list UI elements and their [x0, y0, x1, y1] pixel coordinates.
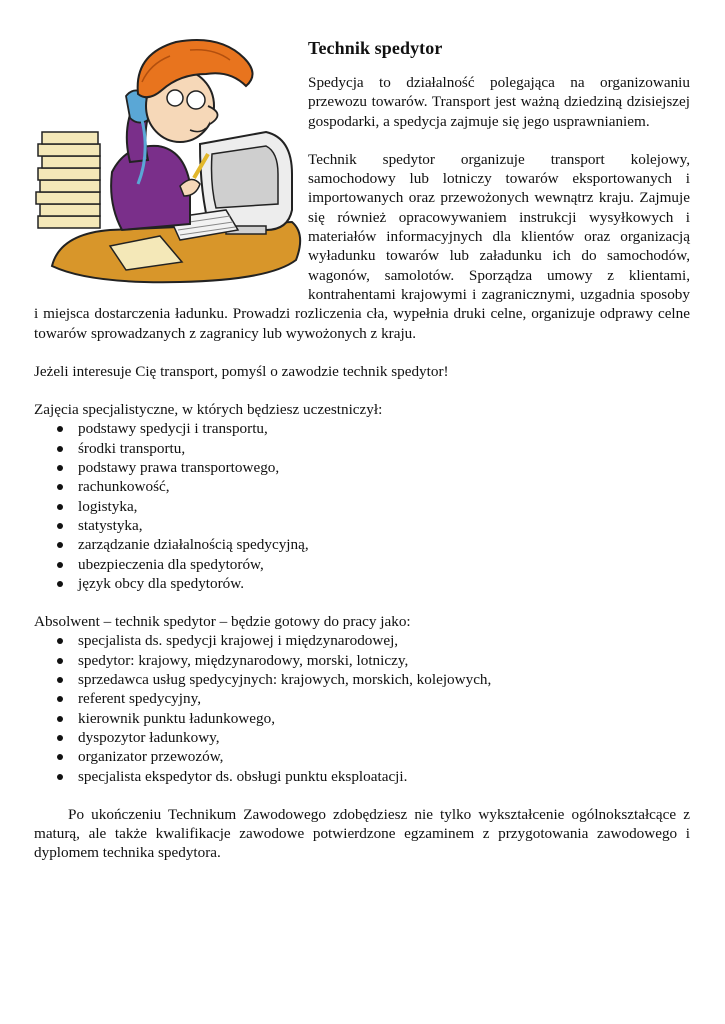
paragraph-conclusion: Po ukończeniu Technikum Zawodowego zdobędziesz nie tylko wykształcenie ogólnokształcące z maturą, ale także kwalifikacje zawodowe potwierdzone egzaminem z przygotowania zawodowego i dyplomem technika spedytora. — [34, 805, 690, 862]
list-item: środki transportu, — [34, 439, 690, 458]
jobs-list — [34, 631, 690, 785]
paragraph-definition: Spedycja to działalność polegająca na organizowaniu przewozu towarów. Transport jest ważną dziedziną dzisiejszej gospodarki, a spedycja zajmuje się jego usprawnianiem. — [308, 74, 690, 130]
paragraph-job-description: Technik spedytor organizuje transport kolejowy, samochodowy lub lotniczy towarów eksportowanych i importowanych oraz przewożonych wewnątrz kraju. Zajmuje się również opracowywaniem instrukcji wysyłkowych i materiałów informacyjnych dla klientów oraz organizacją wyładunku towarów lub załadunku ich do samochodów, wagonów, samolotów. Sporządza umowy z klientami, kontrahentami krajowymi i zagranicznymi, uzgadnia sposoby i miejsca dostarczenia ładunku. Prowadzi rozliczenia cła, wypełnia druki celne, organizuje odprawy celne towarów sprowadzanych z zagranicy lub wywożonych z kraju. — [34, 150, 690, 342]
list-item: organizator przewozów, — [34, 747, 690, 766]
list-item: specjalista ekspedytor ds. obsługi punktu eksploatacji. — [34, 767, 690, 786]
document-page — [34, 34, 690, 863]
list-item: kierownik punktu ładunkowego, — [34, 709, 690, 728]
list-item: specjalista ds. spedycji krajowej i międzynarodowej, — [34, 631, 690, 650]
subjects-heading: Zajęcia specjalistyczne, w których będziesz uczestniczył: — [34, 401, 383, 419]
list-item: podstawy spedycji i transportu, — [34, 419, 690, 438]
list-item: dyspozytor ładunkowy, — [34, 728, 690, 747]
list-item: logistyka, — [34, 497, 690, 516]
office-worker-on-phone-illustration — [30, 34, 302, 286]
list-item: podstawy prawa transportowego, — [34, 458, 690, 477]
list-item: spedytor: krajowy, międzynarodowy, morski, lotniczy, — [34, 651, 690, 670]
list-item: ubezpieczenia dla spedytorów, — [34, 555, 690, 574]
paragraph-invitation: Jeżeli interesuje Cię transport, pomyśl o zawodzie technik spedytor! — [34, 362, 449, 380]
list-item: rachunkowość, — [34, 477, 690, 496]
list-item: referent spedycyjny, — [34, 689, 690, 708]
list-item: sprzedawca usług spedycyjnych: krajowych, morskich, kolejowych, — [34, 670, 690, 689]
jobs-heading: Absolwent – technik spedytor – będzie gotowy do pracy jako: — [34, 613, 411, 631]
page-title: Technik spedytor — [308, 38, 443, 58]
list-item: język obcy dla spedytorów. — [34, 574, 690, 593]
list-item: zarządzanie działalnością spedycyjną, — [34, 535, 690, 554]
subjects-list — [34, 419, 690, 593]
list-item: statystyka, — [34, 516, 690, 535]
